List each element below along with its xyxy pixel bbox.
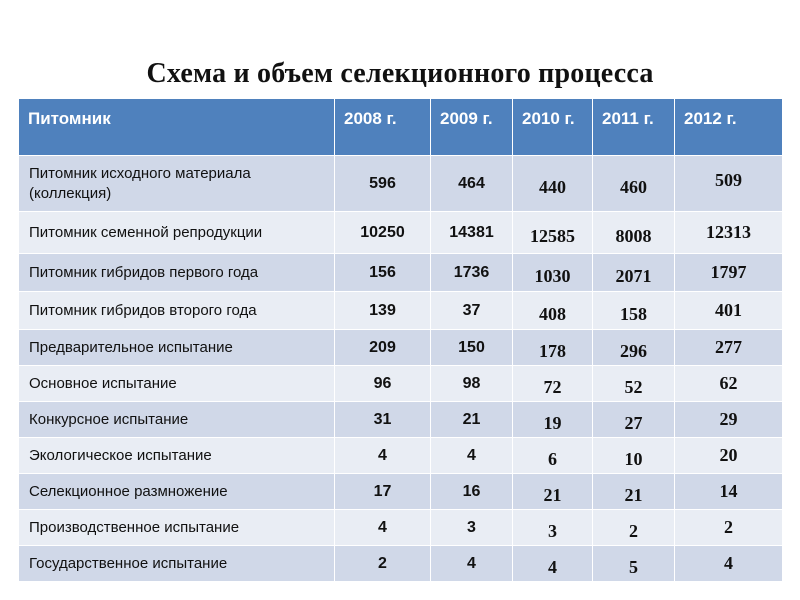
cell-value: 2	[629, 521, 638, 541]
cell-value: 4	[724, 553, 733, 573]
cell-2008	[335, 402, 431, 438]
table-row	[19, 212, 783, 254]
cell-2010	[513, 156, 593, 212]
column-header-2008: 2008 г.	[335, 99, 431, 156]
cell-2008	[335, 330, 431, 366]
cell-2009	[431, 510, 513, 546]
table-row	[19, 474, 783, 510]
cell-value: 37	[462, 301, 481, 319]
cell-2012	[675, 156, 783, 212]
cell-2011	[593, 438, 675, 474]
cell-2011	[593, 156, 675, 212]
cell-value: 14	[719, 481, 738, 501]
cell-value: 29	[719, 409, 738, 429]
cell-2011	[593, 330, 675, 366]
cell-value: 150	[458, 338, 485, 356]
page-title: Схема и объем селекционного процесса	[146, 58, 654, 89]
cell-value: 4	[467, 554, 476, 572]
cell-2008	[335, 438, 431, 474]
cell-value: 464	[458, 174, 485, 192]
row-label: Питомник гибридов первого года	[19, 254, 335, 292]
cell-2008	[335, 156, 431, 212]
cell-value: 139	[369, 301, 396, 319]
cell-value: 14381	[449, 223, 494, 241]
cell-value: 596	[369, 174, 396, 192]
cell-value: 1797	[710, 262, 747, 282]
cell-2009	[431, 474, 513, 510]
cell-value: 27	[624, 413, 643, 433]
cell-value: 62	[719, 373, 738, 393]
cell-value: 20	[719, 445, 738, 465]
cell-value: 1736	[453, 263, 490, 281]
cell-2011	[593, 366, 675, 402]
cell-value: 3	[467, 518, 476, 536]
cell-2011	[593, 402, 675, 438]
cell-value: 4	[548, 557, 557, 577]
cell-value: 509	[715, 170, 742, 190]
table-row	[19, 438, 783, 474]
table-row	[19, 402, 783, 438]
cell-value: 5	[629, 557, 638, 577]
cell-value: 72	[543, 377, 562, 397]
cell-value: 4	[378, 446, 387, 464]
cell-value: 17	[373, 482, 392, 500]
cell-2012	[675, 402, 783, 438]
cell-value: 6	[548, 449, 557, 469]
cell-2011	[593, 510, 675, 546]
cell-value: 12313	[706, 222, 751, 242]
cell-2011	[593, 212, 675, 254]
cell-2012	[675, 366, 783, 402]
cell-2011	[593, 546, 675, 582]
cell-value: 16	[462, 482, 481, 500]
row-label: Производственное испытание	[19, 510, 335, 546]
cell-2008	[335, 546, 431, 582]
cell-value: 158	[620, 304, 647, 324]
cell-2009	[431, 546, 513, 582]
cell-2009	[431, 438, 513, 474]
cell-value: 52	[624, 377, 643, 397]
cell-value: 2	[724, 517, 733, 537]
cell-value: 2	[378, 554, 387, 572]
cell-2008	[335, 292, 431, 330]
cell-value: 10250	[360, 223, 405, 241]
row-label: Основное испытание	[19, 366, 335, 402]
cell-2010	[513, 510, 593, 546]
cell-value: 3	[548, 521, 557, 541]
column-header-2010: 2010 г.	[513, 99, 593, 156]
row-label: Государственное испытание	[19, 546, 335, 582]
cell-value: 156	[369, 263, 396, 281]
row-label: Питомник исходного материала (коллекция)	[19, 156, 335, 212]
cell-2012	[675, 254, 783, 292]
table-header-row	[19, 99, 783, 156]
cell-value: 8008	[615, 226, 652, 246]
cell-2008	[335, 212, 431, 254]
cell-2010	[513, 402, 593, 438]
cell-2012	[675, 510, 783, 546]
cell-2010	[513, 474, 593, 510]
table-row	[19, 330, 783, 366]
cell-value: 296	[620, 341, 647, 361]
cell-value: 209	[369, 338, 396, 356]
table-row	[19, 254, 783, 292]
cell-value: 178	[539, 341, 566, 361]
cell-value: 4	[378, 518, 387, 536]
cell-2008	[335, 474, 431, 510]
cell-2009	[431, 156, 513, 212]
cell-value: 401	[715, 300, 742, 320]
table-row	[19, 546, 783, 582]
cell-2009	[431, 212, 513, 254]
cell-2012	[675, 474, 783, 510]
cell-2009	[431, 292, 513, 330]
row-label: Питомник гибридов второго года	[19, 292, 335, 330]
table-row	[19, 156, 783, 212]
column-header-2009: 2009 г.	[431, 99, 513, 156]
column-header-2012: 2012 г.	[675, 99, 783, 156]
cell-2008	[335, 254, 431, 292]
cell-2010	[513, 330, 593, 366]
cell-value: 19	[543, 413, 562, 433]
cell-value: 31	[373, 410, 392, 428]
row-label: Селекционное размножение	[19, 474, 335, 510]
cell-2008	[335, 510, 431, 546]
cell-2012	[675, 330, 783, 366]
cell-2011	[593, 474, 675, 510]
cell-value: 12585	[530, 226, 575, 246]
cell-value: 10	[624, 449, 643, 469]
cell-2011	[593, 254, 675, 292]
cell-2011	[593, 292, 675, 330]
cell-2009	[431, 330, 513, 366]
cell-2012	[675, 546, 783, 582]
table-row	[19, 510, 783, 546]
cell-2008	[335, 366, 431, 402]
cell-2009	[431, 366, 513, 402]
cell-2010	[513, 212, 593, 254]
cell-2012	[675, 438, 783, 474]
cell-2010	[513, 254, 593, 292]
cell-2010	[513, 546, 593, 582]
cell-value: 2071	[615, 266, 652, 286]
column-header-nursery: Питомник	[19, 99, 335, 156]
column-header-2011: 2011 г.	[593, 99, 675, 156]
row-label: Питомник семенной репродукции	[19, 212, 335, 254]
cell-2012	[675, 292, 783, 330]
cell-value: 98	[462, 374, 481, 392]
cell-value: 1030	[534, 266, 571, 286]
table-row	[19, 366, 783, 402]
cell-2012	[675, 212, 783, 254]
selection-table	[18, 98, 783, 582]
table-row	[19, 292, 783, 330]
cell-2009	[431, 254, 513, 292]
cell-value: 440	[539, 177, 566, 197]
cell-value: 21	[462, 410, 481, 428]
cell-value: 408	[539, 304, 566, 324]
cell-value: 21	[624, 485, 643, 505]
cell-2010	[513, 292, 593, 330]
cell-value: 21	[543, 485, 562, 505]
cell-value: 4	[467, 446, 476, 464]
cell-value: 277	[715, 337, 742, 357]
row-label: Экологическое испытание	[19, 438, 335, 474]
cell-value: 96	[373, 374, 392, 392]
row-label: Предварительное испытание	[19, 330, 335, 366]
row-label: Конкурсное испытание	[19, 402, 335, 438]
cell-value: 460	[620, 177, 647, 197]
cell-2010	[513, 438, 593, 474]
cell-2010	[513, 366, 593, 402]
cell-2009	[431, 402, 513, 438]
